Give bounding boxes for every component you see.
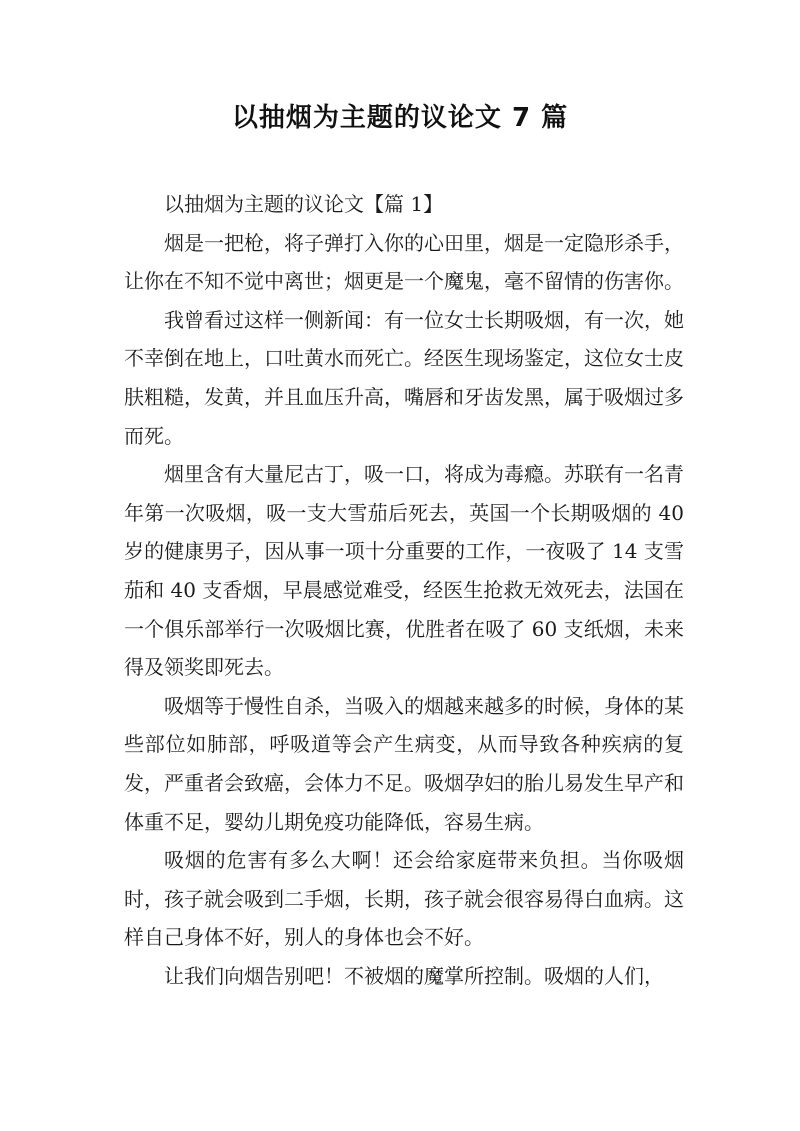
paragraph: 让我们向烟告别吧！不被烟的魔掌所控制。吸烟的人们， (164, 963, 664, 988)
paragraph: 烟里含有大量尼古丁，吸一口，将成为毒瘾。苏联有一名青年第一次吸烟，吸一支大雪茄后死去，英国一个长期吸烟的 40 岁的健康男子，因从事一项十分重要的工作，一夜吸了 14 支雪茄和 40 支香烟，早晨感觉难受，经医生抢救无效死去，法国在一个俱乐部举行一次吸烟比赛，优胜者在吸了 60 支纸烟，未来得及领奖即死去。 (124, 462, 684, 680)
paragraph: 吸烟等于慢性自杀，当吸入的烟越来越多的时候，身体的某些部位如肺部，呼吸道等会产生病变，从而导致各种疾病的复发，严重者会致癌，会体力不足。吸烟孕妇的胎儿易发生早产和体重不足，婴幼儿期免疫功能降低，容易生病。 (124, 693, 684, 834)
paragraph: 我曾看过这样一侧新闻：有一位女士长期吸烟，有一次，她不幸倒在地上，口吐黄水而死亡。经医生现场鉴定，这位女士皮肤粗糙，发黄，并且血压升高，嘴唇和牙齿发黑，属于吸烟过多而死。 (124, 307, 684, 448)
paragraph: 烟是一把枪，将子弹打入你的心田里，烟是一定隐形杀手，让你在不知不觉中离世；烟更是一个魔鬼，毫不留情的伤害你。 (124, 230, 684, 294)
document-body (124, 185, 684, 995)
section-heading: 以抽烟为主题的议论文【篇 1】 (164, 192, 444, 216)
document-title: 以抽烟为主题的议论文 7 篇 (231, 103, 569, 133)
paragraph: 吸烟的危害有多么大啊！还会给家庭带来负担。当你吸烟时，孩子就会吸到二手烟，长期，孩子就会很容易得白血病。这样自己身体不好，别人的身体也会不好。 (124, 848, 684, 950)
